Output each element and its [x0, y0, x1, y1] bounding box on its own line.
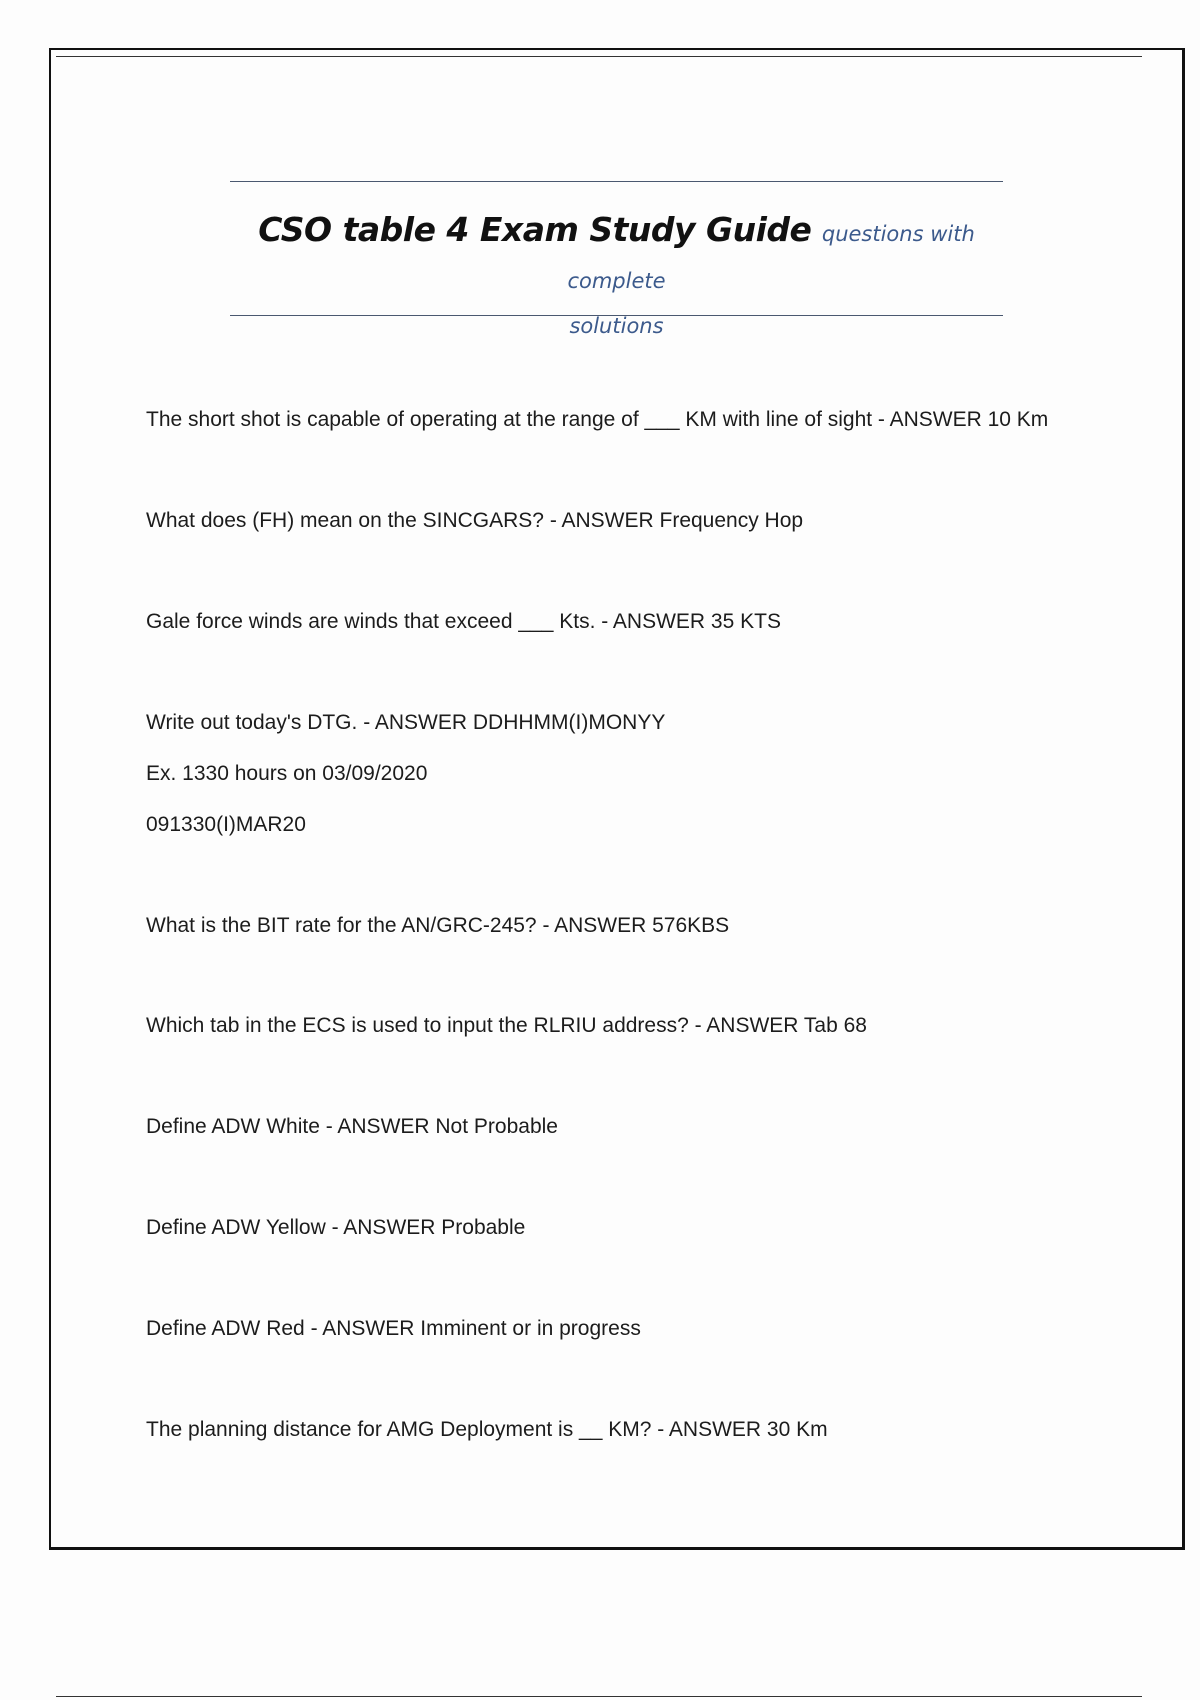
qa-item-adw-white: Define ADW White - ANSWER Not Probable [146, 1115, 558, 1138]
qa-item-dtg-result: 091330(I)MAR20 [146, 813, 306, 836]
qa-item-gale-force-winds: Gale force winds are winds that exceed ___ Kts. - ANSWER 35 KTS [146, 610, 781, 633]
top-rule [56, 56, 1142, 57]
document-subtitle-continued: solutions [569, 314, 664, 338]
qa-item-amg-distance: The planning distance for AMG Deployment is __ KM? - ANSWER 30 Km [146, 1418, 828, 1441]
qa-item-dtg-example: Ex. 1330 hours on 03/09/2020 [146, 762, 428, 785]
title-line [230, 208, 1003, 306]
qa-item-dtg: Write out today's DTG. - ANSWER DDHHMM(I)MONYY [146, 711, 666, 734]
qa-item-short-shot-range: The short shot is capable of operating at the range of ___ KM with line of sight - ANSWER 10 Km [146, 408, 1049, 431]
document-subtitle: questions with complete [567, 222, 975, 293]
bottom-rule [56, 1696, 1142, 1697]
title-block [230, 181, 1003, 338]
qa-item-adw-yellow: Define ADW Yellow - ANSWER Probable [146, 1216, 526, 1239]
qa-item-sincgars-fh: What does (FH) mean on the SINCGARS? - ANSWER Frequency Hop [146, 509, 804, 532]
document-title: CSO table 4 Exam Study Guide [258, 210, 812, 249]
qa-item-ecs-tab: Which tab in the ECS is used to input the RLRIU address? - ANSWER Tab 68 [146, 1014, 867, 1037]
qa-item-adw-red: Define ADW Red - ANSWER Imminent or in progress [146, 1317, 641, 1340]
qa-item-bit-rate: What is the BIT rate for the AN/GRC-245? - ANSWER 576KBS [146, 914, 730, 937]
